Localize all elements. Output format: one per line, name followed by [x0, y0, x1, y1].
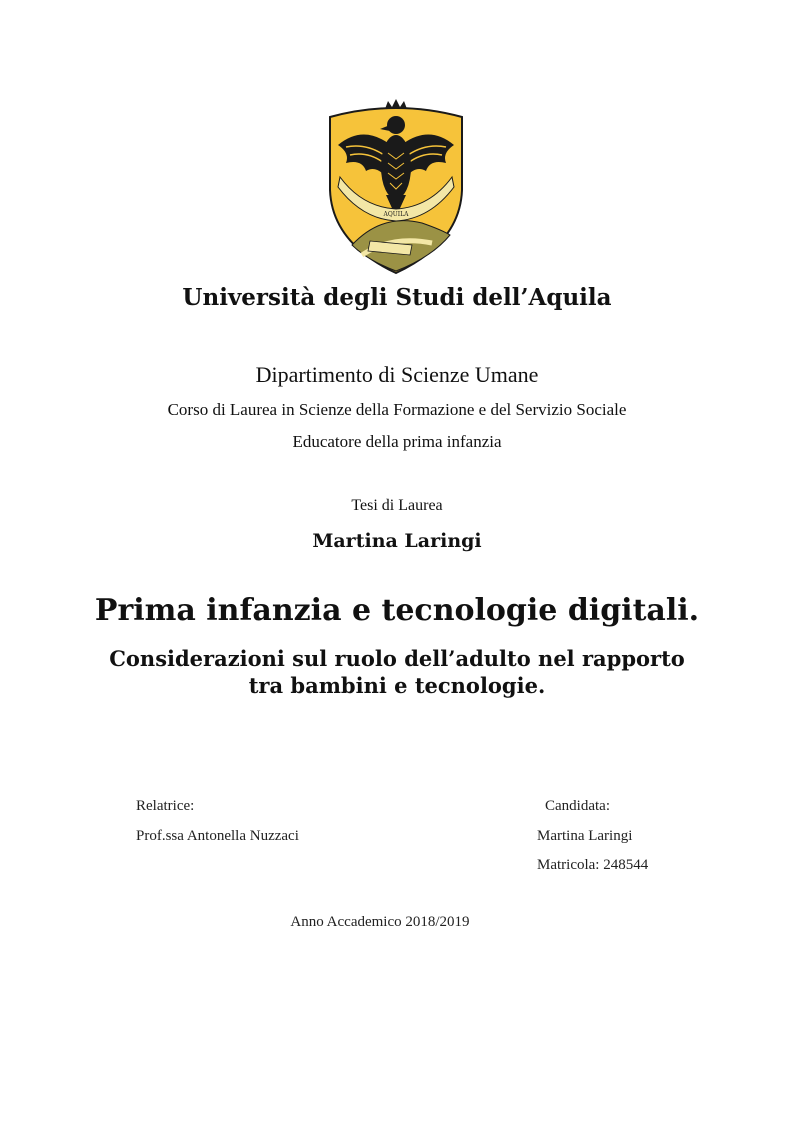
thesis-title: Prima infanzia e tecnologie digitali. [94, 593, 700, 628]
author-name: Martina Laringi [312, 530, 482, 552]
university-name: Università degli Studi dell’Aquila [182, 284, 612, 311]
relatrice-name: Prof.ssa Antonella Nuzzaci [136, 828, 299, 844]
university-crest-logo [322, 95, 470, 275]
crown-shape [385, 99, 407, 109]
curriculum-name: Educatore della prima infanzia [292, 432, 502, 451]
candidata-label: Candidata: [545, 798, 610, 814]
academic-year: Anno Accademico 2018/2019 [290, 914, 470, 930]
relatrice-label: Relatrice: [136, 798, 195, 814]
department-name: Dipartimento di Scienze Umane [255, 362, 539, 387]
course-name: Corso di Laurea in Scienze della Formazione e del Servizio Sociale [167, 400, 627, 419]
candidata-name: Martina Laringi [537, 828, 633, 844]
matricola: Matricola: 248544 [537, 857, 649, 873]
eagle-head [387, 116, 405, 134]
thesis-subtitle: Considerazioni sul ruolo dell’adulto nel rapporto tra bambini e tecnologie. [109, 646, 685, 698]
thesis-type: Tesi di Laurea [351, 497, 443, 514]
motto-text: AQUILA [383, 211, 409, 218]
